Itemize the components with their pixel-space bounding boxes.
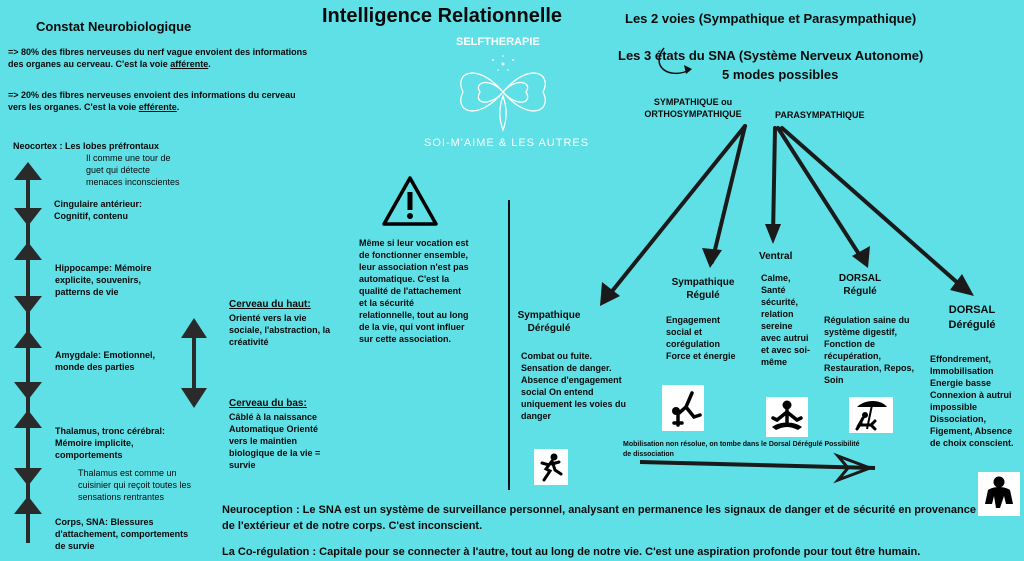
chain-arrow-up-2 [14, 242, 42, 260]
ventral-text: Calme, Santé sécurité, relation sereine avec autrui et avec soi-même [761, 273, 811, 367]
constat-heading: Constat Neurobiologique [36, 19, 192, 34]
thalamus-label: Thalamus, tronc cérébral: Mémoire implicite, comportements [55, 426, 166, 460]
cerveau-bas-title: Cerveau du bas: [229, 398, 307, 409]
cingulaire-label: Cingulaire antérieur: Cognitif, contenu [54, 199, 143, 221]
sympathique-label: SYMPATHIQUE ou ORTHOSYMPATHIQUE [644, 97, 742, 119]
yoga-person-icon [662, 385, 704, 431]
efferent-text: => 20% des fibres nerveuses envoient des informations du cerveau vers les organes. C'est la voie [8, 90, 296, 112]
amygdale-label: Amygdale: Emotionnel, monde des parties [55, 350, 156, 372]
middle-arrow-down [181, 388, 207, 408]
corps-label: Corps, SNA: Blessures d'attachement, comportements de survie [55, 517, 189, 551]
page-title: Intelligence Relationnelle [322, 5, 563, 27]
dorsal-regule-title: DORSAL Régulé [838, 273, 882, 297]
sympathique-regule-title: Sympathique Régulé [671, 277, 735, 301]
parasympathique-label: PARASYMPATHIQUE [775, 110, 865, 120]
crouching-person-icon [978, 472, 1020, 516]
sympathique-regule-text: Engagement social et corégulation Force et énergie [666, 315, 736, 361]
afferent-paragraph: => 80% des fibres nerveuses du nerf vague envoient des informations des organes au cerveau. C'est la voie afférente. [8, 47, 308, 69]
chain-arrow-up-1 [14, 162, 42, 180]
thalamus-note: Thalamus est comme un cuisinier qui reçoit toutes les sensations rentrantes [78, 468, 192, 502]
cerveau-haut-text: Orienté vers la vie sociale, l'abstraction, la créativité [229, 313, 331, 347]
dorsal-deregule-text: Effondrement, Immobilisation Energie basse Connexion à autrui impossible Dissociation, Figement, Absence de choix conscient. [930, 354, 1014, 448]
ventral-title: Ventral [759, 251, 793, 262]
efferent-paragraph: => 20% des fibres nerveuses envoient des informations du cerveau vers les organes. C'est la voie efférente. [8, 90, 296, 112]
cerveau-haut-title: Cerveau du haut: [229, 299, 311, 310]
chain-arrow-down-3 [14, 382, 42, 400]
neocortex-note: Il comme une tour de guet qui détecte menaces inconscientes [86, 153, 180, 187]
efferent-term: efférente [138, 102, 177, 112]
afferent-text: => 80% des fibres nerveuses du nerf vague envoient des informations des organes au cerveau. C'est la voie [8, 47, 308, 69]
chain-arrow-down-4 [14, 468, 42, 486]
sympathique-deregule-title: Sympathique Dérégulé [517, 310, 581, 334]
sympathique-deregule-text: Combat ou fuite. Sensation de danger. Absence d'engagement social On entend uniquement les voies du danger [521, 351, 627, 421]
coregulation-text: La Co-régulation : Capitale pour se connecter à l'autre, tout au long de notre vie. C'est une aspiration profonde pour tout être humain. [222, 546, 921, 558]
warning-text: Même si leur vocation est de fonctionner ensemble, leur association n'est pas automatique. C'est la qualité de l'attachement et la sécurité relationnelle, tout au long de la vie, qui vont influer sur cette association. [359, 238, 469, 344]
neuroception-text: Neuroception : Le SNA est un système de surveillance personnel, analysant en permanence les signaux de danger et de sécurité en provenance de l'extérieur et de notre corps. C'est inconscient. [222, 504, 976, 532]
chain-arrow-down-2 [14, 296, 42, 314]
mobilisation-note: Mobilisation non résolue, on tombe dans le Dorsal Dérégulé Possibilité de dissociation [623, 441, 860, 458]
dorsal-regule-text: Régulation saine du système digestif, Fonction de récupération, Restauration, Repos, Soin [824, 315, 915, 385]
afferent-term: afférente [170, 59, 209, 69]
chain-arrow-up-4 [14, 410, 42, 428]
cerveau-bas-text: Câblé à la naissance Automatique Orienté vers le maintien biologique de la vie = survie [229, 412, 321, 470]
chain-arrow-up-3 [14, 330, 42, 348]
logo-tagline: SOI-M'AIME & LES AUTRES [424, 137, 590, 149]
middle-arrow-up [181, 318, 207, 338]
voies-heading: Les 2 voies (Sympathique et Parasympathique) [625, 11, 917, 26]
chain-arrow-up-5 [14, 496, 42, 514]
neocortex-label: Neocortex : Les lobes préfrontaux [13, 141, 160, 151]
running-person-icon [534, 449, 568, 485]
modes-heading: 5 modes possibles [722, 67, 839, 82]
logo-brand: SELFTHERAPIE [456, 36, 540, 48]
chain-arrow-down-1 [14, 208, 42, 226]
meditation-person-icon [766, 397, 808, 437]
hippocampe-label: Hippocampe: Mémoire explicite, souvenirs, patterns de vie [55, 263, 152, 297]
etats-heading: Les 3 états du SNA (Système Nerveux Autonome) [618, 48, 924, 63]
beach-chair-icon [849, 397, 893, 433]
dorsal-deregule-title: DORSAL Dérégulé [948, 304, 996, 331]
